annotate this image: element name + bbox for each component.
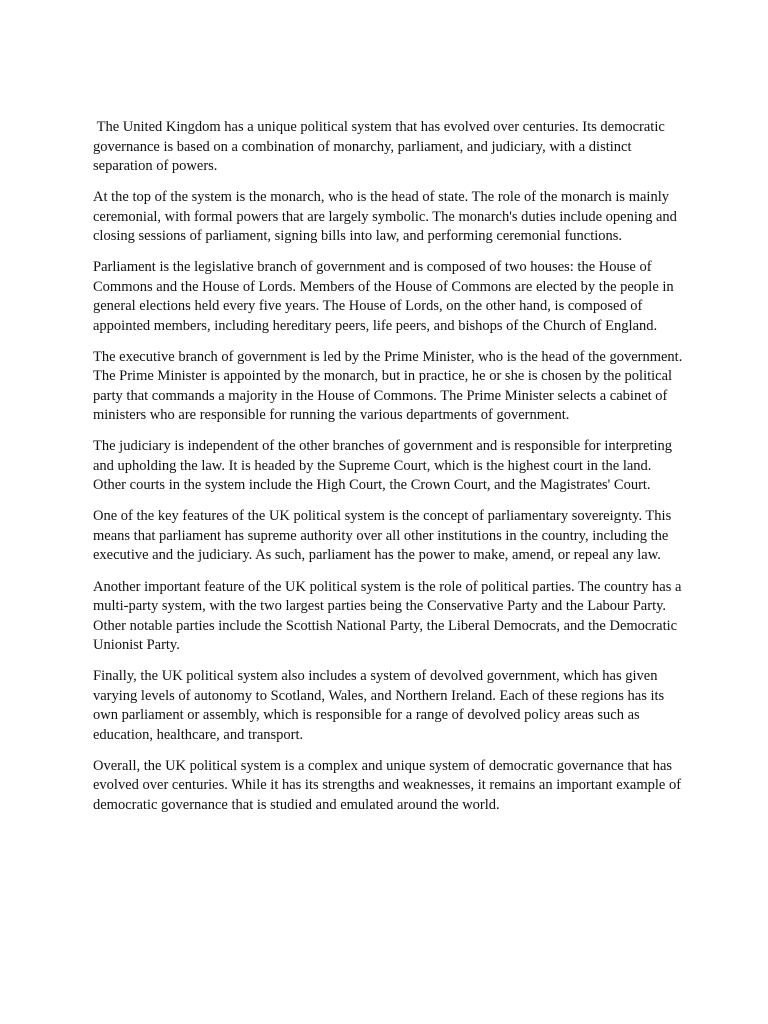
document-page	[93, 118, 686, 827]
paragraph-intro: The United Kingdom has a unique political system that has evolved over centuries. Its democratic governance is based on a combination of monarchy, parliament, and judiciary, with a distinct separation of powers.	[93, 119, 669, 174]
paragraph-parliament: Parliament is the legislative branch of government and is composed of two houses: the House of Commons and the House of Lords. Members of the House of Commons are elected by the people in general elections held every five years. The House of Lords, on the other hand, is composed of appointed members, including hereditary peers, life peers, and bishops of the Church of England.	[93, 259, 678, 334]
paragraph-executive: The executive branch of government is led by the Prime Minister, who is the head of the government. The Prime Minister is appointed by the monarch, but in practice, he or she is chosen by the political party that commands a majority in the House of Commons. The Prime Minister selects a cabinet of ministers who are responsible for running the various departments of government.	[93, 348, 686, 424]
paragraph-monarch: At the top of the system is the monarch, who is the head of state. The role of the monarch is mainly ceremonial, with formal powers that are largely symbolic. The monarch's duties include opening and closing sessions of parliament, signing bills into law, and performing ceremonial functions.	[93, 189, 681, 245]
paragraph-sovereignty: One of the key features of the UK political system is the concept of parliamentary sovereignty. This means that parliament has supreme authority over all other institutions in the country, including the executive and the judiciary. As such, parliament has the power to make, amend, or repeal any law.	[93, 508, 675, 564]
paragraph-judiciary: The judiciary is independent of the other branches of government and is responsible for interpreting and upholding the law. It is headed by the Supreme Court, which is the highest court in the land. Other courts in the system include the High Court, the Crown Court, and the Magistrates' Court.	[93, 438, 676, 494]
paragraph-devolution: Finally, the UK political system also includes a system of devolved government, which has given varying levels of autonomy to Scotland, Wales, and Northern Ireland. Each of these regions has its own parliament or assembly, which is responsible for a range of devolved policy areas such as education, healthcare, and transport.	[93, 668, 668, 743]
paragraph-conclusion: Overall, the UK political system is a complex and unique system of democratic governance that has evolved over centuries. While it has its strengths and weaknesses, it remains an important example of democratic governance that is studied and emulated around the world.	[93, 757, 685, 813]
paragraph-political-parties: Another important feature of the UK political system is the role of political parties. The country has a multi-party system, with the two largest parties being the Conservative Party and the Labour Party. Other notable parties include the Scottish National Party, the Liberal Democrats, and the Democratic Unionist Party.	[93, 578, 686, 654]
